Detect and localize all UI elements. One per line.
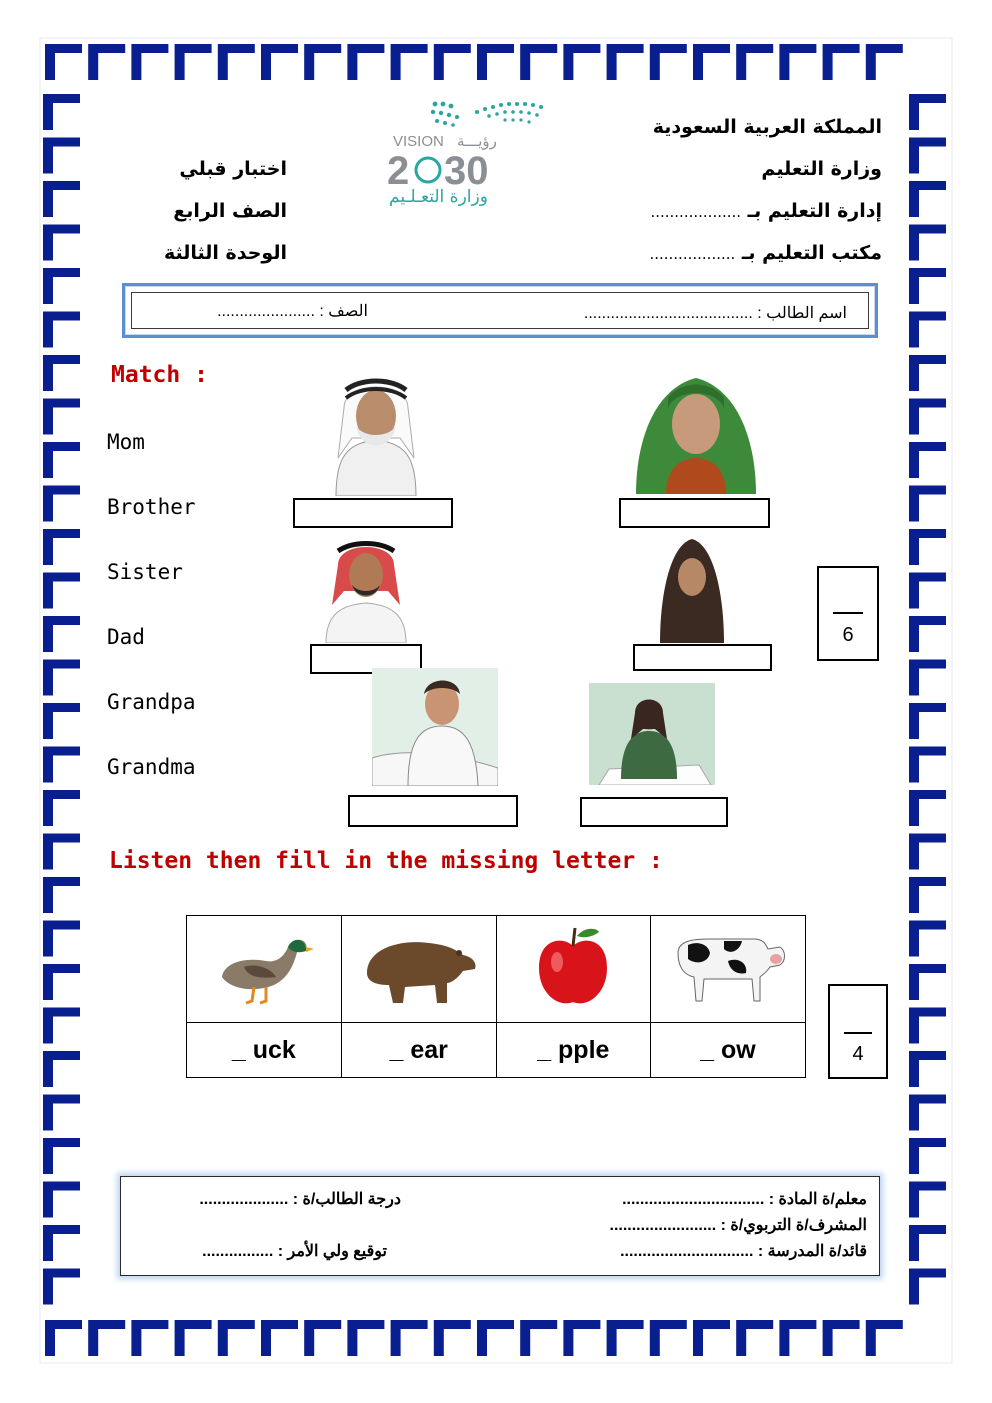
match-word-grandpa: Grandpa — [107, 690, 196, 714]
student-class-line — [217, 301, 368, 321]
border-ornament — [43, 1095, 80, 1131]
grandpa-answer-box[interactable] — [293, 498, 453, 528]
teacher-label: معلم/ة المادة : — [768, 1191, 867, 1208]
border-ornament — [347, 44, 384, 80]
border-ornament — [693, 1320, 730, 1356]
border-ornament — [909, 225, 946, 261]
border-ornament — [779, 1320, 816, 1356]
border-ornament — [175, 1320, 212, 1356]
unit-label: الوحدة الثالثة — [163, 242, 287, 264]
brother-picture — [372, 668, 498, 786]
emblem-icon — [416, 158, 440, 182]
duck-icon — [214, 927, 314, 1007]
border-ornament — [909, 834, 946, 870]
missing-letter-word[interactable]: _ pple — [496, 1023, 650, 1078]
guardian-line — [202, 1241, 387, 1261]
border-ornament — [304, 44, 341, 80]
border-ornament — [909, 399, 946, 435]
ruya-text: رؤيـــة — [457, 132, 497, 150]
fill-score-box — [828, 984, 888, 1079]
teacher-line — [622, 1189, 867, 1209]
border-ornament — [779, 44, 816, 80]
border-ornament — [909, 790, 946, 826]
border-ornament — [693, 44, 730, 80]
border-ornament — [261, 1320, 298, 1356]
missing-letter-word[interactable]: _ uck — [187, 1023, 342, 1078]
border-ornament — [43, 616, 80, 652]
supervisor-dots[interactable]: ........................ — [609, 1217, 717, 1234]
border-ornament — [43, 1138, 80, 1174]
sister-answer-box[interactable] — [580, 797, 728, 827]
border-ornament — [607, 1320, 644, 1356]
border-ornament — [43, 312, 80, 348]
border-ornament — [909, 660, 946, 696]
border-ornament — [175, 44, 212, 80]
border-ornament — [43, 1225, 80, 1261]
border-ornament — [909, 1269, 946, 1305]
grandma-answer-box[interactable] — [619, 498, 770, 528]
border-ornament — [43, 921, 80, 957]
border-ornament — [43, 138, 80, 174]
student-name-dots[interactable]: ...................................... — [583, 305, 753, 322]
education-admin-dots: ................... — [650, 203, 742, 221]
principal-label: قائد/ة المدرسة : — [757, 1243, 867, 1260]
kingdom-title: المملكة العربية السعودية — [652, 116, 882, 138]
border-ornament — [43, 660, 80, 696]
teacher-dots[interactable]: ................................ — [622, 1191, 765, 1208]
border-ornament — [218, 1320, 255, 1356]
border-ornament — [43, 1051, 80, 1087]
education-admin-line — [650, 200, 882, 222]
bear-icon — [359, 927, 479, 1007]
year-digit-right: 30 — [444, 149, 489, 193]
border-ornament — [304, 1320, 341, 1356]
apple-cell — [496, 916, 650, 1023]
border-ornament — [909, 703, 946, 739]
border-ornament — [909, 1182, 946, 1218]
principal-dots[interactable]: .............................. — [620, 1243, 754, 1260]
border-ornament — [43, 268, 80, 304]
grade-label: الصف الرابع — [173, 200, 287, 222]
border-ornament — [43, 877, 80, 913]
border-ornament — [563, 1320, 600, 1356]
mom-answer-box[interactable] — [633, 644, 772, 671]
border-ornament — [909, 921, 946, 957]
match-score-total: 6 — [842, 624, 854, 646]
border-ornament — [43, 225, 80, 261]
grandpa-picture — [316, 368, 436, 496]
match-title: Match : — [111, 362, 208, 388]
border-ornament — [131, 1320, 168, 1356]
match-word-sister: Sister — [107, 560, 183, 584]
student-grade-label: درجة الطالب/ة : — [292, 1191, 401, 1208]
brother-answer-box[interactable] — [348, 795, 518, 827]
border-ornament — [909, 616, 946, 652]
border-ornament — [909, 1138, 946, 1174]
border-ornament — [434, 1320, 471, 1356]
border-ornament — [43, 486, 80, 522]
border-ornament — [477, 44, 514, 80]
border-ornament — [88, 1320, 125, 1356]
student-name-line — [584, 303, 847, 323]
border-ornament — [43, 529, 80, 565]
border-ornament — [43, 834, 80, 870]
border-ornament — [909, 442, 946, 478]
border-ornament — [607, 44, 644, 80]
border-ornament — [909, 1225, 946, 1261]
match-word-dad: Dad — [107, 625, 145, 649]
signature-box — [120, 1176, 880, 1276]
border-ornament — [43, 1008, 80, 1044]
border-ornament — [520, 1320, 557, 1356]
border-ornament — [866, 44, 903, 80]
match-word-grandma: Grandma — [107, 755, 196, 779]
border-ornament — [563, 44, 600, 80]
cow-icon — [668, 927, 788, 1007]
bear-cell — [341, 916, 496, 1023]
border-ornament — [909, 355, 946, 391]
border-ornament — [43, 790, 80, 826]
border-ornament — [434, 44, 471, 80]
supervisor-label: المشرف/ة التربوي/ة : — [720, 1217, 867, 1234]
supervisor-line — [610, 1215, 868, 1235]
ministry-title: وزارة التعليم — [761, 158, 882, 180]
border-ornament — [650, 1320, 687, 1356]
student-grade-line — [199, 1189, 401, 1209]
border-ornament — [477, 1320, 514, 1356]
logo-ministry-text: وزارة التعـلـيم — [389, 187, 488, 207]
border-ornament — [391, 1320, 428, 1356]
test-type: اختبار قبلي — [179, 158, 287, 180]
border-ornament — [520, 44, 557, 80]
border-ornament — [43, 747, 80, 783]
border-ornament — [909, 312, 946, 348]
duck-cell — [187, 916, 342, 1023]
border-ornament — [909, 1095, 946, 1131]
missing-letter-table — [186, 915, 806, 1078]
border-ornament — [909, 138, 946, 174]
dad-picture — [318, 535, 414, 643]
border-ornament — [43, 399, 80, 435]
border-ornament — [45, 44, 82, 80]
border-ornament — [909, 877, 946, 913]
student-name-label: اسم الطالب : — [757, 305, 847, 322]
mom-picture — [656, 535, 728, 643]
vision-text: VISION — [393, 133, 444, 150]
border-ornament — [736, 1320, 773, 1356]
border-ornament — [131, 44, 168, 80]
border-ornament — [909, 529, 946, 565]
student-grade-dots[interactable]: .................... — [199, 1191, 289, 1208]
border-ornament — [43, 355, 80, 391]
border-ornament — [43, 94, 80, 130]
grandma-picture — [626, 368, 766, 494]
fill-title: Listen then fill in the missing letter : — [109, 848, 663, 874]
border-ornament — [909, 181, 946, 217]
cow-cell — [650, 916, 805, 1023]
border-ornament — [45, 1320, 82, 1356]
border-ornament — [43, 964, 80, 1000]
border-ornament — [909, 1051, 946, 1087]
border-ornament — [43, 1182, 80, 1218]
guardian-label: توقيع ولي الأمر : — [277, 1243, 387, 1260]
missing-letter-word[interactable]: _ ow — [650, 1023, 805, 1078]
guardian-dots[interactable]: ................ — [202, 1243, 274, 1260]
border-ornament — [736, 44, 773, 80]
border-ornament — [823, 44, 860, 80]
border-ornament — [43, 703, 80, 739]
border-ornament — [43, 1269, 80, 1305]
education-admin-label: إدارة التعليم بـ — [747, 200, 882, 222]
principal-line — [620, 1241, 867, 1261]
education-office-dots: .................. — [649, 245, 736, 263]
border-ornament — [909, 94, 946, 130]
year-digit-left: 2 — [387, 149, 410, 193]
border-ornament — [391, 44, 428, 80]
student-info-box — [122, 283, 878, 338]
border-ornament — [650, 44, 687, 80]
border-ornament — [866, 1320, 903, 1356]
apple-icon — [533, 924, 613, 1010]
border-ornament — [909, 1008, 946, 1044]
student-class-dots[interactable]: ...................... — [217, 303, 315, 320]
fill-score-total: 4 — [852, 1043, 864, 1065]
border-ornament — [823, 1320, 860, 1356]
border-ornament — [43, 181, 80, 217]
sister-picture — [589, 683, 715, 785]
border-ornament — [347, 1320, 384, 1356]
education-office-label: مكتب التعليم بـ — [741, 242, 882, 264]
border-ornament — [909, 964, 946, 1000]
border-ornament — [909, 573, 946, 609]
border-ornament — [88, 44, 125, 80]
match-score-box — [817, 566, 879, 661]
match-word-brother: Brother — [107, 495, 196, 519]
border-ornament — [909, 268, 946, 304]
vision-2030-logo — [385, 98, 545, 208]
border-ornament — [43, 573, 80, 609]
missing-letter-word[interactable]: _ ear — [341, 1023, 496, 1078]
education-office-line — [649, 242, 882, 264]
border-ornament — [261, 44, 298, 80]
border-ornament — [909, 486, 946, 522]
student-class-label: الصف : — [319, 303, 368, 320]
border-ornament — [909, 747, 946, 783]
border-ornament — [43, 442, 80, 478]
match-word-mom: Mom — [107, 430, 145, 454]
border-ornament — [218, 44, 255, 80]
